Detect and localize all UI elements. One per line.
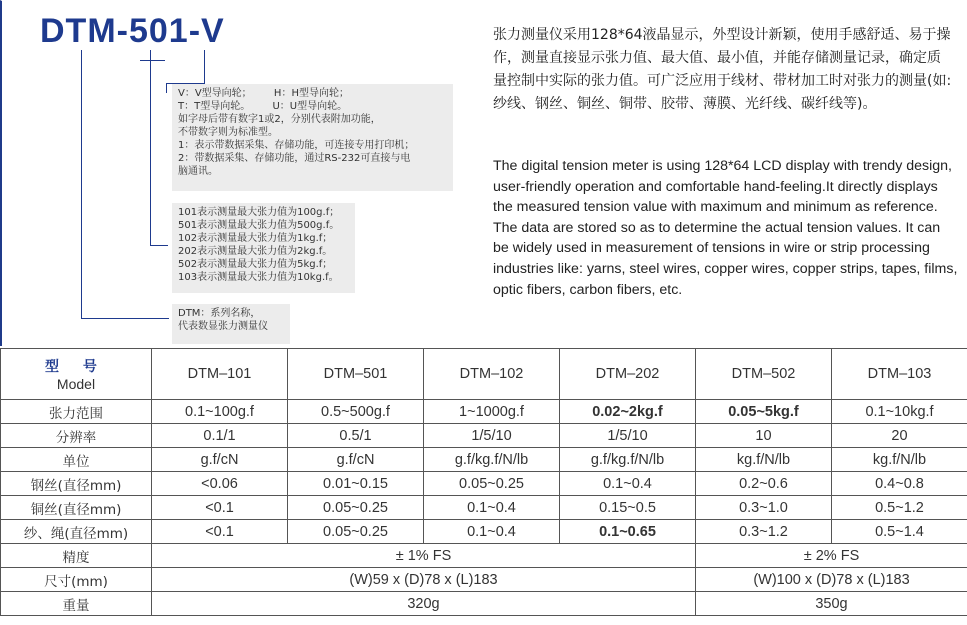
resolution-cell-2: 0.5/1 <box>288 424 424 448</box>
size-group-1: (W)59 x (D)78 x (L)183 <box>152 568 696 592</box>
unit-cell-3: g.f/kg.f/N/lb <box>424 448 560 472</box>
model-code-title <box>40 12 225 51</box>
table-row-copper <box>1 496 967 520</box>
table-row-weight <box>1 592 967 616</box>
connector-number-vertical <box>150 50 151 245</box>
range-cell-5: 0.05~5kg.f <box>696 400 832 424</box>
header-model-6: DTM–103 <box>832 349 967 400</box>
header-label-en: Model <box>56 376 96 392</box>
size-group-2: (W)100 x (D)78 x (L)183 <box>696 568 967 592</box>
model-number: 501 <box>128 12 189 50</box>
yarn-cell-2: 0.05~0.25 <box>288 520 424 544</box>
table-row-accuracy <box>1 544 967 568</box>
connector-suffix-vertical <box>204 50 205 83</box>
yarn-cell-3: 0.1~0.4 <box>424 520 560 544</box>
resolution-cell-3: 1/5/10 <box>424 424 560 448</box>
table-row-size <box>1 568 967 592</box>
table-row-range <box>1 400 967 424</box>
copper-cell-2: 0.05~0.25 <box>288 496 424 520</box>
range-cell-1: 0.1~100g.f <box>152 400 288 424</box>
connector-number-horizontal <box>150 245 168 246</box>
model-suffix: V <box>201 12 225 50</box>
resolution-cell-4: 1/5/10 <box>560 424 696 448</box>
header-label-cell <box>1 349 152 400</box>
header-model-2: DTM–501 <box>288 349 424 400</box>
connector-suffix-down <box>166 83 167 93</box>
steel-cell-2: 0.01~0.15 <box>288 472 424 496</box>
header-model-1: DTM–101 <box>152 349 288 400</box>
accuracy-group-2: ± 2% FS <box>696 544 967 568</box>
model-sep-2: - <box>188 12 202 50</box>
table-row-yarn <box>1 520 967 544</box>
range-cell-4: 0.02~2kg.f <box>560 400 696 424</box>
row-label-resolution: 分辨率 <box>1 424 152 448</box>
range-cell-6: 0.1~10kg.f <box>832 400 967 424</box>
connector-series-horizontal <box>81 318 169 319</box>
resolution-cell-6: 20 <box>832 424 967 448</box>
unit-cell-1: g.f/cN <box>152 448 288 472</box>
header-label-cn: 型 号 <box>45 358 107 374</box>
model-sep-1: - <box>116 12 129 50</box>
header-model-3: DTM–102 <box>424 349 560 400</box>
table-row-steel <box>1 472 967 496</box>
row-label-range: 张力范围 <box>1 400 152 424</box>
steel-cell-3: 0.05~0.25 <box>424 472 560 496</box>
row-label-unit: 单位 <box>1 448 152 472</box>
steel-cell-4: 0.1~0.4 <box>560 472 696 496</box>
spec-table <box>0 348 967 616</box>
row-label-steel: 钢丝(直径mm) <box>1 472 152 496</box>
resolution-cell-5: 10 <box>696 424 832 448</box>
row-label-size: 尺寸(mm) <box>1 568 152 592</box>
row-label-copper: 铜丝(直径mm) <box>1 496 152 520</box>
yarn-cell-6: 0.5~1.4 <box>832 520 967 544</box>
unit-cell-4: g.f/kg.f/N/lb <box>560 448 696 472</box>
table-row-unit <box>1 448 967 472</box>
unit-cell-2: g.f/cN <box>288 448 424 472</box>
copper-cell-3: 0.1~0.4 <box>424 496 560 520</box>
unit-cell-5: kg.f/N/lb <box>696 448 832 472</box>
number-note: 101表示测量最大张力值为100g.f； 501表示测量最大张力值为500g.f。 102表示测量最大张力值为1kg.f； 202表示测量最大张力值为2kg.f。 502表示测量最大张力值为5kg.f； 103表示测量最大张力值为10kg.f。 <box>172 203 355 293</box>
header-model-4: DTM–202 <box>560 349 696 400</box>
series-note: DTM：系列名称， 代表数显张力测量仪 <box>172 304 290 344</box>
resolution-cell-1: 0.1/1 <box>152 424 288 448</box>
yarn-cell-4: 0.1~0.65 <box>560 520 696 544</box>
copper-cell-4: 0.15~0.5 <box>560 496 696 520</box>
unit-cell-6: kg.f/N/lb <box>832 448 967 472</box>
description-chinese: 张力测量仪采用128*64液晶显示，外型设计新颖，使用手感舒适、易于操作，测量直接显示张力值、最大值、最小值，并能存储测量记录，确定质量控制中实际的张力值。可广泛应用于线材、带材加工时对张力的测量(如: 纱线、钢丝、铜丝、铜带、胶带、薄膜、光纤线、碳纤线等)。 <box>493 27 952 112</box>
steel-cell-6: 0.4~0.8 <box>832 472 967 496</box>
row-label-yarn: 纱、绳(直径mm) <box>1 520 152 544</box>
steel-cell-1: <0.06 <box>152 472 288 496</box>
table-row-resolution <box>1 424 967 448</box>
model-prefix: DTM <box>40 12 117 50</box>
copper-cell-6: 0.5~1.2 <box>832 496 967 520</box>
header-model-5: DTM–502 <box>696 349 832 400</box>
range-cell-3: 1~1000g.f <box>424 400 560 424</box>
row-label-weight: 重量 <box>1 592 152 616</box>
yarn-cell-1: <0.1 <box>152 520 288 544</box>
connector-number-top <box>140 60 165 61</box>
steel-cell-5: 0.2~0.6 <box>696 472 832 496</box>
range-cell-2: 0.5~500g.f <box>288 400 424 424</box>
table-header-row <box>1 349 967 400</box>
weight-group-1: 320g <box>152 592 696 616</box>
connector-series-vertical <box>81 50 82 318</box>
copper-cell-5: 0.3~1.0 <box>696 496 832 520</box>
copper-cell-1: <0.1 <box>152 496 288 520</box>
accuracy-group-1: ± 1% FS <box>152 544 696 568</box>
weight-group-2: 350g <box>696 592 967 616</box>
yarn-cell-5: 0.3~1.2 <box>696 520 832 544</box>
suffix-note: V：V型导向轮； H：H型导向轮； T：T型导向轮。 U：U型导向轮。 如字母后带有数字1或2，分别代表附加功能， 不带数字则为标准型。 1：表示带数据采集、存储功能，可连接专用打印机； 2：带数据采集、存储功能，通过RS-232可直接与电 脑通讯。 <box>172 84 453 191</box>
row-label-accuracy: 精度 <box>1 544 152 568</box>
description-english: The digital tension meter is using 128*64 LCD display with trendy design, user-friendly operation and comfortable hand-feeling.It directly displays the measured tension value with maximum and minimum as reference. The data are stored so as to determine the actual tension values. It can be widely used in measurement of tensions in wire or strip processing industries like: yarns, steel wires, copper wires, copper strips, tapes, films, optic fibers, carbon fibers, etc. <box>493 158 958 298</box>
